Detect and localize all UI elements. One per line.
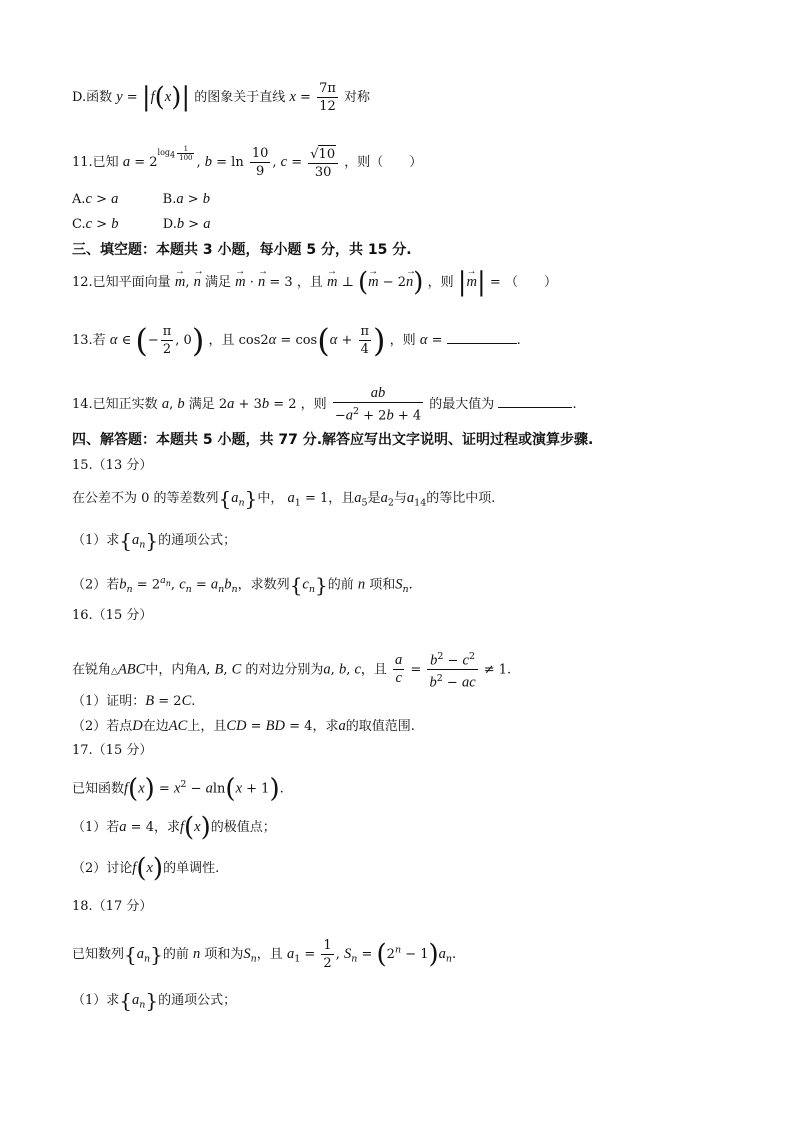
q16-part1: （1）证明：B = 2C. <box>72 693 196 709</box>
q17-part2: （2）讨论f(x)的单调性. <box>72 853 220 884</box>
fraction-7pi-12: $\frac{7\pi}{12}$ <box>319 81 336 114</box>
q15-part2: （2）若$b_n = 2^{a_n}$, $c_n = a_nb_n$，求数列$\{c_n\}$的前 n 项和$S_n$. <box>72 572 413 597</box>
q11-options-row1: A.c > a B.a > b <box>72 191 211 207</box>
option-b: B. <box>162 192 177 207</box>
q16-stem: 在锐角△ABC中，内角A, B, C 的对边分别为a, b, c，且 $\frac{a}{c}$ = $\frac{b^2 - c^2}{b^2 - ac}$ ≠ 1. <box>72 648 511 692</box>
q17-stem: 已知函数$f(x) = x^2 - aln(x + 1)$. <box>72 773 284 804</box>
option-c: C. <box>72 217 86 232</box>
fraction-10-9: $\frac{10}{9}$ <box>251 146 269 179</box>
question-13: 13.若 α ∈ (− $\frac{\pi}{2}$ , 0) ，且 cos2α = cos(α + $\frac{\pi}{4}$ ) ，则 α = . <box>72 321 521 360</box>
q14-text1: 满足 <box>188 397 215 413</box>
q18-part1: （1）求$\{a_n\}$的通项公式； <box>72 988 237 1013</box>
q14-text3: 的最大值为 <box>429 397 495 413</box>
question-12: 12.已知平面向量 → m, → n 满足 → m · → n = 3 ，且 → m ⊥ (→ m − 2→ n) ，则 |→ m| = （ ） <box>72 272 557 293</box>
q11-then: ，则（ ） <box>344 155 423 170</box>
q13-text2: ，则 <box>389 333 416 348</box>
q15-part1: （1）求$\{a_n\}$的通项公式； <box>72 528 237 553</box>
question-11: 11.已知 $a = 2^{log_4 \frac{1}{100}}$ , b = ln $\frac{10}{9}$ , c = $\frac{√10}{30}$ ，则（ ） <box>72 144 423 180</box>
q14-text2: ，则 <box>300 397 327 413</box>
option-a: A. <box>72 192 86 207</box>
q12-text2: ，且 <box>296 275 323 290</box>
q15-stem: 在公差不为 0 的等差数列$\{a_n\}$中， $a_1 = 1$，且$a_5$是$a_2$与$a_{14}$的等比中项. <box>72 486 496 511</box>
q12-label: 12.已知平面向量 <box>72 275 171 290</box>
answer-blank-13[interactable] <box>447 329 517 344</box>
option-d-line: D.函数 y = |f(x)| 的图象关于直线 x = $\frac{7\pi}{12}$ 对称 <box>72 81 371 114</box>
section-3-heading: 三、填空题：本题共 3 小题，每小题 5 分，共 15 分. <box>72 242 412 258</box>
q13-label: 13.若 <box>72 333 106 348</box>
question-14: 14.已知正实数 a, b 满足 2a + 3b = 2 ，则 $\frac{ab}{-a^2 + 2b + 4}$ 的最大值为 . <box>72 385 577 424</box>
q17-title: 17.（15 分） <box>72 743 153 758</box>
option-d-text: 的图象关于直线 <box>194 90 286 105</box>
option-d-suffix: 对称 <box>344 90 371 105</box>
q12-text1: 满足 <box>204 275 231 290</box>
option-d: D. <box>162 217 177 232</box>
section-4-heading: 四、解答题：本题共 5 小题，共 77 分.解答应写出文字说明、证明过程或演算步骤. <box>72 432 594 448</box>
option-d-label: D.函数 <box>72 90 113 105</box>
q11-options-row2: C.c > b D.b > a <box>72 216 211 232</box>
q12-text3: ，则 <box>427 275 454 290</box>
q18-title: 18.（17 分） <box>72 899 153 914</box>
fraction-q14: $\frac{ab}{-a^2 + 2b + 4}$ <box>334 385 422 424</box>
q11-label: 11.已知 <box>72 155 119 170</box>
q17-part1: （1）若a = 4，求f(x)的极值点； <box>72 812 276 843</box>
q16-part2: （2）若点D在边AC上，且CD = BD = 4，求a的取值范围. <box>72 718 415 734</box>
answer-blank-14[interactable] <box>498 393 572 408</box>
q13-text1: ，且 <box>208 333 235 348</box>
q16-title: 16.（15 分） <box>72 608 153 623</box>
q14-label: 14.已知正实数 <box>72 397 158 413</box>
q12-end: （ ） <box>504 275 557 290</box>
q15-title: 15.（13 分） <box>72 458 153 473</box>
fraction-sqrt10-30: $\frac{√10}{30}$ <box>308 145 338 181</box>
q18-stem: 已知数列$\{a_n\}$的前 n 项和为$S_n$，且 $a_1$ = $\frac{1}{2}$ , $S_n = (2^n - 1)a_n$. <box>72 938 457 971</box>
